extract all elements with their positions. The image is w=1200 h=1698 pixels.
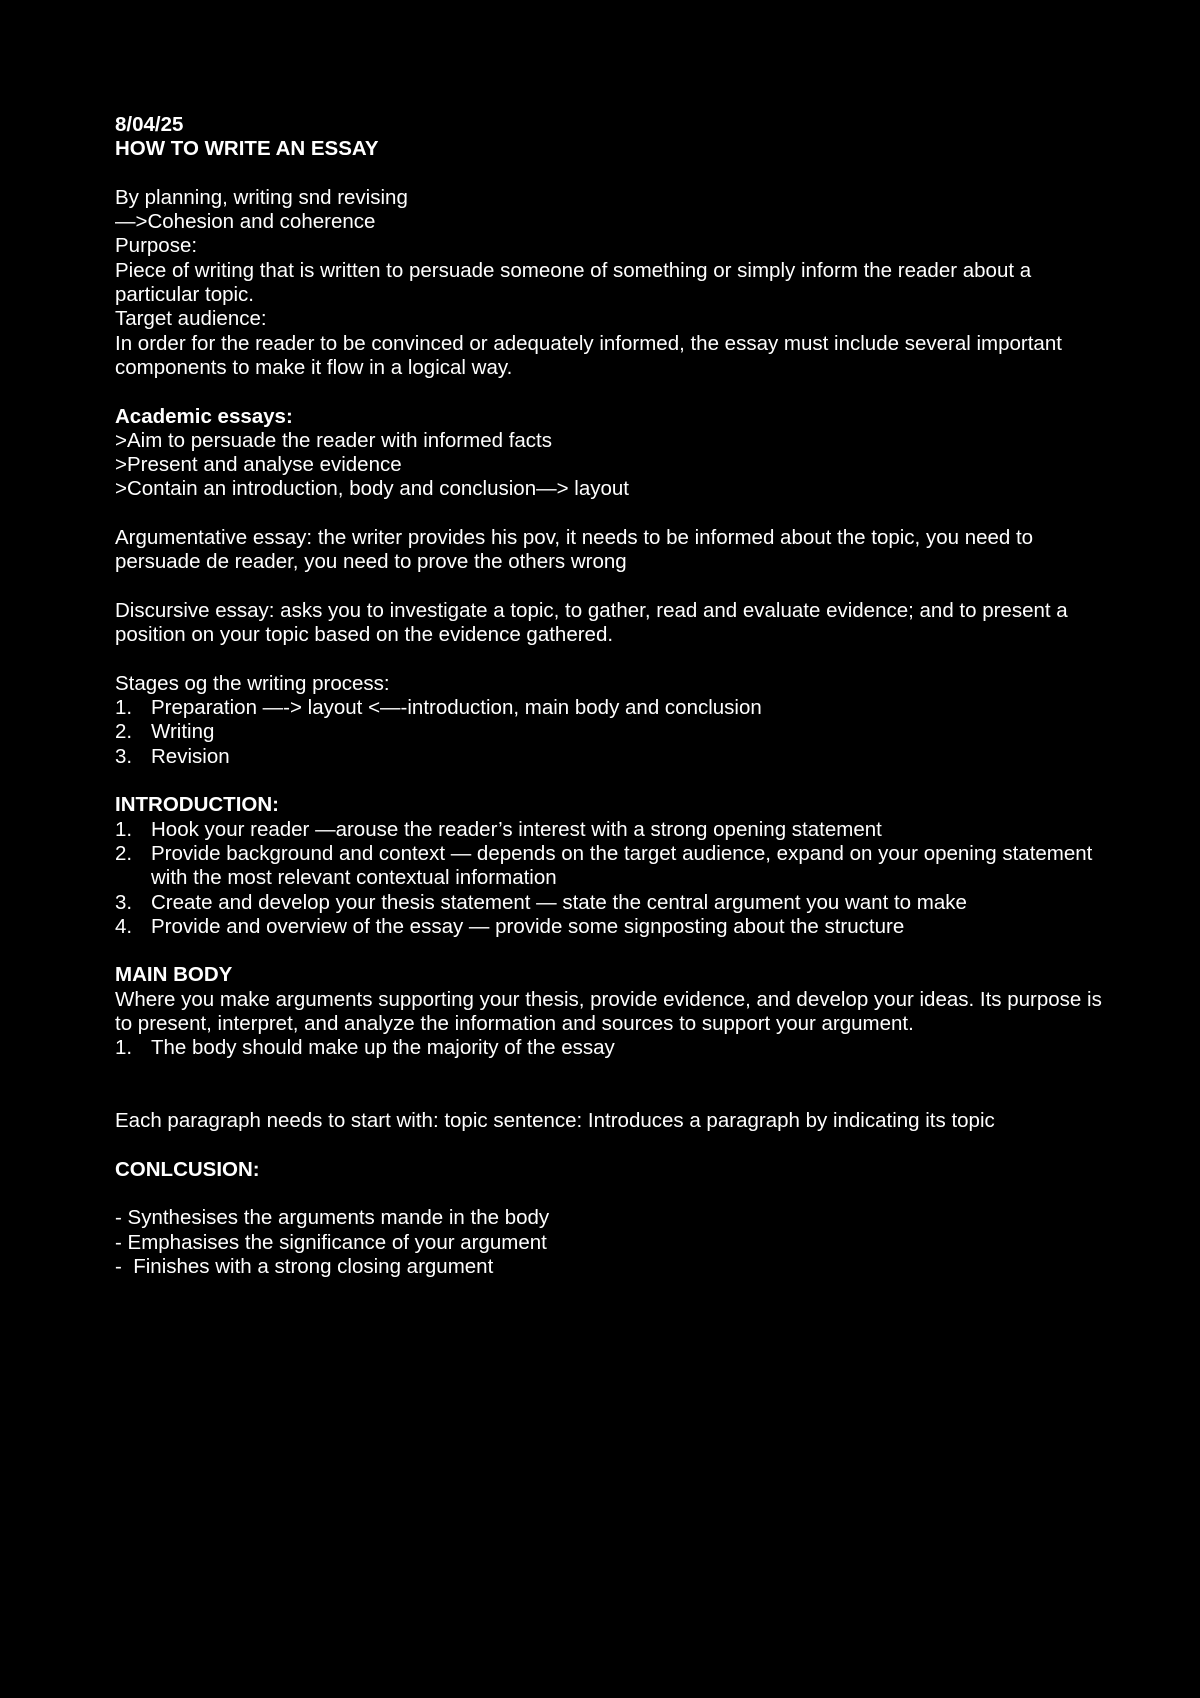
date: 8/04/25: [115, 113, 184, 136]
list-text: Create and develop your thesis statement — state the central argument you want to make: [151, 890, 967, 914]
list-item: [115, 818, 1115, 842]
list-number: 2.: [115, 841, 133, 865]
introduction-heading: INTRODUCTION:: [115, 793, 279, 817]
list-number: 3.: [115, 890, 133, 914]
spacer: [115, 1133, 1115, 1157]
main-body-list: [115, 1036, 1115, 1060]
academic-item: >Aim to persuade the reader with informed facts: [115, 428, 552, 452]
introduction-list: [115, 818, 1115, 939]
spacer: [115, 939, 1115, 963]
list-number: 1.: [115, 696, 133, 720]
stages-heading: Stages og the writing process:: [115, 671, 390, 695]
list-number: 3.: [115, 744, 133, 768]
list-text: Provide and overview of the essay — provide some signposting about the structure: [151, 914, 905, 938]
list-number: 1.: [115, 1036, 133, 1060]
list-number: 2.: [115, 720, 133, 744]
document-page: [115, 113, 1115, 1279]
stages-list: [115, 696, 1115, 769]
list-text: Revision: [151, 744, 230, 768]
conclusion-item: - Finishes with a strong closing argument: [115, 1254, 494, 1278]
spacer: [115, 380, 1115, 404]
paragraph-note: Each paragraph needs to start with: topic sentence: Introduces a paragraph by indicating its topic: [115, 1109, 995, 1133]
list-text: The body should make up the majority of the essay: [151, 1036, 615, 1060]
main-body-heading: MAIN BODY: [115, 963, 233, 987]
academic-item: >Contain an introduction, body and conclusion—> layout: [115, 477, 629, 501]
list-text: Writing: [151, 720, 215, 744]
document-title: HOW TO WRITE AN ESSAY: [115, 137, 379, 161]
conclusion-item: - Synthesises the arguments mande in the body: [115, 1206, 550, 1230]
discursive-paragraph: Discursive essay: asks you to investigate a topic, to gather, read and evaluate evidence; and to present a position on your topic based on the evidence gathered.: [115, 598, 1074, 647]
spacer: [115, 648, 1115, 672]
purpose-label: Purpose:: [115, 234, 198, 258]
intro-line-2: —>Cohesion and coherence: [115, 210, 376, 234]
list-number: 1.: [115, 817, 133, 841]
list-item: [115, 720, 1115, 744]
audience-text: In order for the reader to be convinced or adequately informed, the essay must include several important components to make it flow in a logical way.: [115, 331, 1068, 379]
list-item: [115, 915, 1115, 939]
spacer: [115, 769, 1115, 793]
academic-heading: Academic essays:: [115, 404, 293, 428]
conclusion-heading: CONLCUSION:: [115, 1157, 260, 1181]
audience-label: Target audience:: [115, 307, 267, 331]
argumentative-paragraph: Argumentative essay: the writer provides his pov, it needs to be informed about the topic, you need to persuade de reader, you need to prove the others wrong: [115, 526, 1039, 574]
list-text: Hook your reader —arouse the reader’s interest with a strong opening statement: [151, 817, 882, 841]
intro-line-1: By planning, writing snd revising: [115, 185, 408, 209]
list-number: 4.: [115, 914, 133, 938]
spacer: [115, 162, 1115, 186]
list-text: Provide background and context — depends on the target audience, expand on your opening statement with the most relevant contextual information: [151, 841, 1093, 890]
list-item: [115, 1036, 1115, 1060]
spacer: [115, 1182, 1115, 1206]
spacer: [115, 502, 1115, 526]
list-item: [115, 842, 1115, 891]
conclusion-item: - Emphasises the significance of your argument: [115, 1230, 547, 1254]
spacer: [115, 575, 1115, 599]
main-body-text: Where you make arguments supporting your thesis, provide evidence, and develop your ideas. Its purpose is to present, interpret, and analyze the information and sources to support your argument.: [115, 987, 1108, 1035]
list-item: [115, 745, 1115, 769]
list-text: Preparation —-> layout <—-introduction, main body and conclusion: [151, 696, 762, 720]
academic-item: >Present and analyse evidence: [115, 453, 402, 477]
list-item: [115, 891, 1115, 915]
purpose-text: Piece of writing that is written to persuade someone of something or simply inform the reader about a particular topic.: [115, 258, 1037, 307]
list-item: [115, 696, 1115, 720]
spacer: [115, 1061, 1115, 1110]
